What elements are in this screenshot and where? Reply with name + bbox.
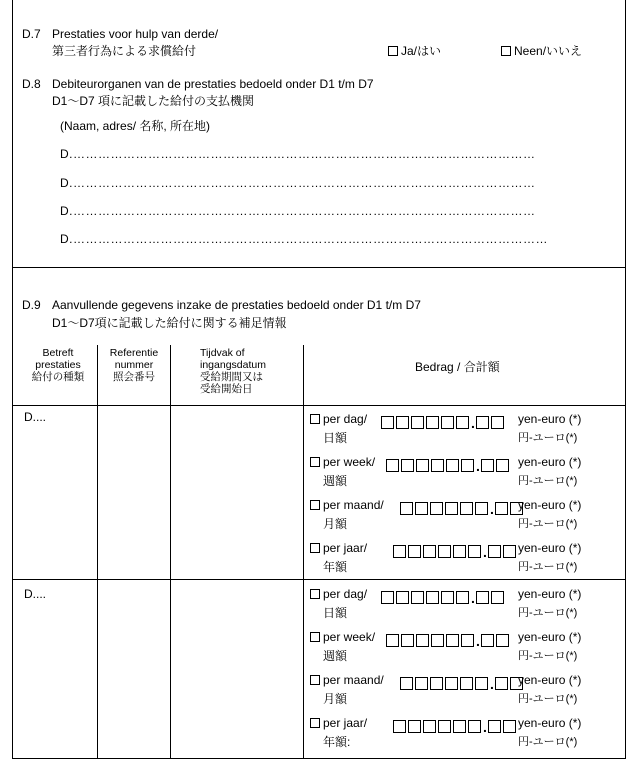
amount-digit-box[interactable] [468,720,481,733]
period-label-ja: 日額 [323,431,348,445]
no-checkbox[interactable] [501,46,511,56]
period-option[interactable] [310,541,367,555]
currency-label-ja: 円-ユーロ(*) [518,736,578,748]
header-col2: Referentie nummer 照会番号 [109,347,159,383]
amount-digit-box[interactable] [415,502,428,515]
decimal-point: . [471,590,475,606]
amount-digit-box[interactable] [411,591,424,604]
amount-decimal-box[interactable] [481,459,494,472]
row1-label: D.... [24,410,47,424]
decimal-point: . [490,676,494,692]
period-label-ja: 日額 [323,606,348,620]
d8-line-4[interactable]: D.…………………………………………………………………………………………………… [60,232,548,246]
period-label-ja: 週額 [323,649,348,663]
period-label: per dag/ [323,587,368,601]
decimal-point: . [476,458,480,474]
amount-digit-box[interactable] [475,677,488,690]
amount-decimal-box[interactable] [488,545,501,558]
d7-title-ja: 第三者行為による求償給付 [52,44,197,58]
period-label-ja: 年額: [323,735,351,749]
amount-field[interactable] [381,414,506,432]
amount-digit-box[interactable] [416,634,429,647]
amount-digit-box[interactable] [381,591,394,604]
d7-no-option[interactable] [501,42,582,59]
amount-digit-box[interactable] [426,416,439,429]
period-option[interactable] [310,498,384,512]
amount-digit-box[interactable] [461,634,474,647]
period-checkbox[interactable] [310,457,320,467]
currency-label: yen-euro (*) [518,541,582,555]
period-label: per jaar/ [323,541,368,555]
currency-label-ja: 円-ユーロ(*) [518,518,578,530]
d7-title-nl: Prestaties voor hulp van derde/ [52,27,219,41]
amount-digit-box[interactable] [430,502,443,515]
amount-decimal-box[interactable] [488,720,501,733]
amount-digit-box[interactable] [438,720,451,733]
col-divider-2 [170,345,171,758]
amount-digit-box[interactable] [386,634,399,647]
period-label: per week/ [323,455,376,469]
amount-field[interactable] [393,718,518,736]
col-divider-3 [303,345,304,758]
amount-digit-box[interactable] [426,591,439,604]
amount-digit-box[interactable] [396,416,409,429]
decimal-point: . [471,415,475,431]
currency-label-ja: 円-ユーロ(*) [518,650,578,662]
period-label: per jaar/ [323,716,368,730]
amount-digit-box[interactable] [441,591,454,604]
amount-digit-box[interactable] [460,677,473,690]
amount-digit-box[interactable] [475,502,488,515]
amount-digit-box[interactable] [461,459,474,472]
period-option[interactable] [310,455,375,469]
amount-digit-box[interactable] [446,634,459,647]
period-label-ja: 週額 [323,474,348,488]
amount-digit-box[interactable] [446,459,459,472]
row2-label: D.... [24,587,47,601]
header-rule [12,405,625,406]
amount-digit-box[interactable] [445,677,458,690]
period-option[interactable] [310,587,367,601]
amount-field[interactable] [386,632,511,650]
d8-line-1[interactable]: D.………………………………………………………………………………………………… [60,147,536,161]
amount-digit-box[interactable] [431,634,444,647]
period-label-ja: 月額 [323,692,348,706]
period-checkbox[interactable] [310,718,320,728]
amount-field[interactable] [393,543,518,561]
amount-digit-box[interactable] [401,634,414,647]
currency-label: yen-euro (*) [518,630,582,644]
col-divider-1 [97,345,98,758]
amount-digit-box[interactable] [456,591,469,604]
yes-checkbox[interactable] [388,46,398,56]
amount-digit-box[interactable] [431,459,444,472]
amount-digit-box[interactable] [456,416,469,429]
amount-decimal-box[interactable] [496,459,509,472]
amount-digit-box[interactable] [423,545,436,558]
amount-digit-box[interactable] [468,545,481,558]
d7-yes-option[interactable] [388,42,441,59]
d9-title-ja: D1～D7項に記載した給付に関する補足情報 [52,316,287,330]
currency-label-ja: 円-ユーロ(*) [518,475,578,487]
amount-digit-box[interactable] [386,459,399,472]
d9-title-nl: Aanvullende gegevens inzake de prestaties bedoeld onder D1 t/m D7 [52,298,421,312]
amount-digit-box[interactable] [393,545,406,558]
d8-title-nl: Debiteurorganen van de prestaties bedoeld onder D1 t/m D7 [52,77,374,91]
period-option[interactable] [310,716,367,730]
amount-digit-box[interactable] [408,545,421,558]
amount-digit-box[interactable] [441,416,454,429]
currency-label: yen-euro (*) [518,455,582,469]
header-amount: Bedrag / 合計額 [415,360,500,374]
amount-digit-box[interactable] [430,677,443,690]
amount-digit-box[interactable] [401,459,414,472]
decimal-point: . [483,544,487,560]
header-col3: Tijdvak of ingangsdatum 受給期間又は 受給開始日 [200,347,266,395]
currency-label-ja: 円-ユーロ(*) [518,561,578,573]
amount-field[interactable] [400,500,525,518]
period-checkbox[interactable] [310,675,320,685]
currency-label-ja: 円-ユーロ(*) [518,432,578,444]
section-divider [12,267,625,268]
d7-number: D.7 [22,27,41,41]
currency-label: yen-euro (*) [518,716,582,730]
period-checkbox[interactable] [310,632,320,642]
amount-digit-box[interactable] [460,502,473,515]
header-col1: Betreft prestaties 給付の種類 [31,347,85,383]
decimal-point: . [476,633,480,649]
currency-label: yen-euro (*) [518,498,582,512]
amount-digit-box[interactable] [396,591,409,604]
amount-field[interactable] [400,675,525,693]
amount-digit-box[interactable] [453,720,466,733]
amount-decimal-box[interactable] [476,591,489,604]
amount-digit-box[interactable] [408,720,421,733]
d9-number: D.9 [22,298,41,312]
d7-yes-label: Ja/はい [401,44,442,58]
amount-field[interactable] [386,457,511,475]
d8-line-2[interactable]: D.………………………………………………………………………………………………… [60,176,536,190]
amount-digit-box[interactable] [411,416,424,429]
d8-subtitle: (Naam, adres/ 名称, 所在地) [60,119,211,133]
amount-digit-box[interactable] [423,720,436,733]
period-label-ja: 年額 [323,560,348,574]
amount-decimal-box[interactable] [503,545,516,558]
decimal-point: . [490,501,494,517]
amount-digit-box[interactable] [415,677,428,690]
currency-label: yen-euro (*) [518,587,582,601]
d8-title-ja: D1～D7 項に記載した給付の支払機関 [52,94,255,108]
amount-digit-box[interactable] [400,677,413,690]
period-checkbox[interactable] [310,589,320,599]
period-option[interactable] [310,630,375,644]
amount-digit-box[interactable] [453,545,466,558]
amount-decimal-box[interactable] [476,416,489,429]
d7-no-label: Neen/いいえ [514,44,583,58]
decimal-point: . [483,719,487,735]
period-option[interactable] [310,412,367,426]
row-rule [12,579,625,580]
amount-digit-box[interactable] [400,502,413,515]
currency-label-ja: 円-ユーロ(*) [518,693,578,705]
currency-label: yen-euro (*) [518,673,582,687]
amount-decimal-box[interactable] [481,634,494,647]
period-label-ja: 月額 [323,517,348,531]
period-label: per maand/ [323,498,384,512]
period-label: per week/ [323,630,376,644]
period-checkbox[interactable] [310,500,320,510]
amount-field[interactable] [381,589,506,607]
amount-decimal-box[interactable] [495,502,508,515]
amount-decimal-box[interactable] [503,720,516,733]
amount-decimal-box[interactable] [495,677,508,690]
period-checkbox[interactable] [310,543,320,553]
amount-decimal-box[interactable] [491,416,504,429]
amount-digit-box[interactable] [438,545,451,558]
period-option[interactable] [310,673,384,687]
amount-digit-box[interactable] [393,720,406,733]
period-label: per maand/ [323,673,384,687]
amount-decimal-box[interactable] [496,634,509,647]
amount-digit-box[interactable] [416,459,429,472]
amount-decimal-box[interactable] [491,591,504,604]
period-label: per dag/ [323,412,368,426]
d8-line-3[interactable]: D.………………………………………………………………………………………………… [60,204,536,218]
currency-label: yen-euro (*) [518,412,582,426]
amount-digit-box[interactable] [445,502,458,515]
currency-label-ja: 円-ユーロ(*) [518,607,578,619]
amount-digit-box[interactable] [381,416,394,429]
period-checkbox[interactable] [310,414,320,424]
d8-number: D.8 [22,77,41,91]
